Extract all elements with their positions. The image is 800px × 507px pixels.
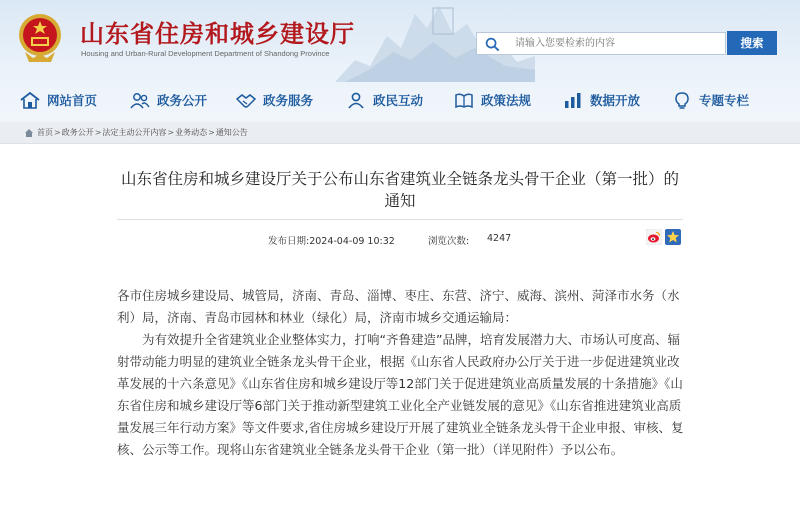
publish-date-label: 发布日期: [268,236,310,247]
nav-item-public-affairs[interactable] [130,82,207,118]
people-icon [130,92,150,109]
bar-chart-icon [563,92,583,109]
nav-item-interaction[interactable] [346,82,423,118]
breadcrumb-separator: > [54,128,61,137]
breadcrumb-separator: > [167,128,175,137]
nav-item-gov-services[interactable] [236,82,313,118]
article-title-line: 通知 [384,192,416,210]
breadcrumb-separator: > [94,128,102,137]
publish-date [268,233,395,247]
title-divider [117,219,683,220]
nav-item-label: 政民互动 [373,93,424,108]
nav-item-label: 政务公开 [157,93,208,108]
person-icon [346,92,366,109]
site-header [0,0,800,122]
nav-item-label: 网站首页 [47,93,98,108]
search-input[interactable] [515,34,720,53]
breadcrumb-item-statutory[interactable]: 法定主动公开内容 [102,128,167,137]
search-icon [485,37,500,52]
breadcrumb-item-notices[interactable]: 通知公告 [215,128,248,137]
nav-item-home[interactable] [20,82,97,118]
view-count-value: 4247 [487,233,512,244]
breadcrumb [0,122,800,144]
site-title: 山东省住房和城乡建设厅 [80,20,355,48]
nav-item-label: 专题专栏 [699,93,750,108]
article-paragraph: 各市住房城乡建设局、城管局，济南、青岛、淄博、枣庄、东营、济宁、威海、滨州、菏泽市水务（水利）局，济南、青岛市园林和林业（绿化）局，济南市城乡交通运输局： [117,288,680,325]
nav-item-special-topics[interactable] [672,82,749,118]
article-body [117,285,685,461]
article-paragraph: 为有效提升全省建筑业企业整体实力，打响“齐鲁建造”品牌，培育发展潜力大、市场认可度高、辐射带动能力明显的建筑业全链条龙头骨干企业，根据《山东省人民政府办公厅关于进一步促进建筑业改革发展的十六条意见》《山东省住房和城乡建设厅等12部门关于促进建筑业高质量发展的十条措施》《山东省住房和城乡建设厅等6部门关于推动新型建筑工业化全产业链发展的意见》《山东省推进建筑业高质量发展三年行动方案》等文件要求,省住房城乡建设厅开展了建筑业全链条龙头骨干企业申报、审核、复核、公示等工作。现将山东省建筑业全链条龙头骨干企业（第一批）（详见附件）予以公布。 [117,332,684,457]
publish-date-value: 2024-04-09 10:32 [309,236,395,247]
search-button[interactable]: 搜索 [727,31,777,55]
star-icon[interactable] [665,229,681,245]
home-icon [20,92,40,109]
site-subtitle: Housing and Urban-Rural Development Department of Shandong Province [81,49,330,58]
search-box [476,32,726,55]
article-title [110,168,690,212]
home-icon [24,128,34,138]
breadcrumb-item-business-news[interactable]: 业务动态 [175,128,208,137]
breadcrumb-item-home[interactable]: 首页 [37,128,53,137]
nav-item-label: 数据开放 [590,93,641,108]
breadcrumb-item-public-affairs[interactable]: 政务公开 [61,128,94,137]
handshake-icon [236,92,256,109]
breadcrumb-separator: > [208,128,215,137]
weibo-icon[interactable] [646,229,662,245]
main-nav [0,82,800,118]
nav-item-label: 政策法规 [481,93,532,108]
national-emblem-icon [17,12,63,64]
article-title-line: 山东省住房和城乡建设厅关于公布山东省建筑业全链条龙头骨干企业（第一批）的 [120,170,679,188]
nav-item-policy[interactable] [454,82,531,118]
bulb-icon [672,92,692,109]
book-icon [454,92,474,109]
nav-item-open-data[interactable] [563,82,640,118]
nav-item-label: 政务服务 [263,93,314,108]
view-count-label: 浏览次数: [428,236,470,247]
